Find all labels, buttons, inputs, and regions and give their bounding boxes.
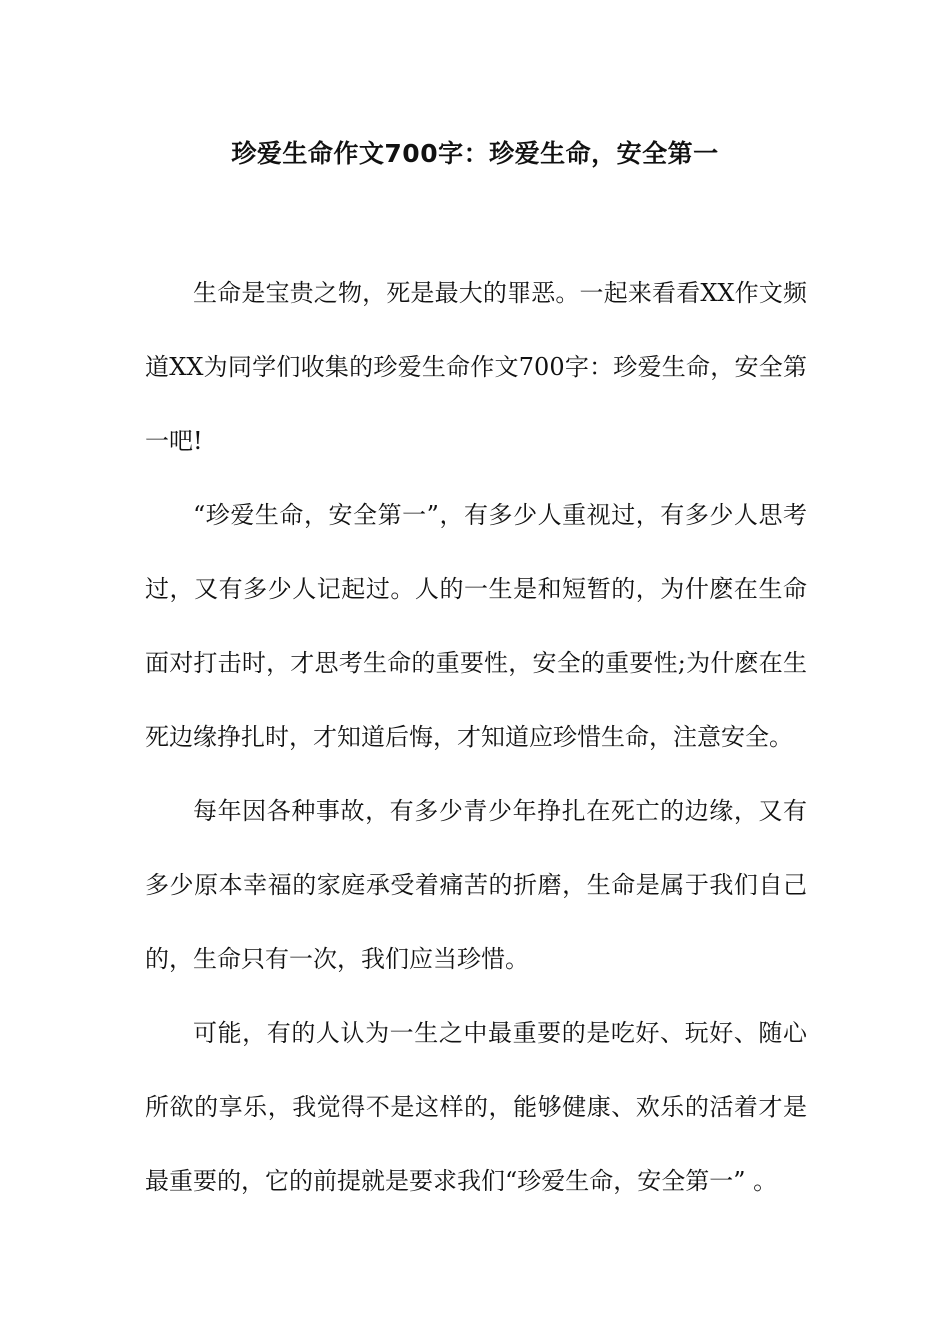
paragraph-3: 每年因各种事故，有多少青少年挣扎在死亡的边缘，又有多少原本幸福的家庭承受着痛苦的折磨，生命是属于我们自己的，生命只有一次，我们应当珍惜。 [145, 797, 807, 973]
paragraph-1: 生命是宝贵之物，死是最大的罪恶。一起来看看XX作文频道XX为同学们收集的珍爱生命作文700字：珍爱生命，安全第一吧! [145, 279, 807, 455]
paragraph-4: 可能，有的人认为一生之中最重要的是吃好、玩好、随心所欲的享乐，我觉得不是这样的，能够健康、欢乐的活着才是最重要的，它的前提就是要求我们“珍爱生命，安全第一” 。 [145, 1019, 807, 1195]
document-body [145, 256, 807, 1218]
paragraph-2: “珍爱生命，安全第一”，有多少人重视过，有多少人思考过，又有多少人记起过。人的一生是和短暂的，为什麽在生命面对打击时，才思考生命的重要性，安全的重要性;为什麽在生死边缘挣扎时，才知道后悔，才知道应珍惜生命，注意安全。 [145, 501, 807, 751]
document-title: 珍爱生命作文700字：珍爱生命，安全第一 [231, 139, 719, 168]
